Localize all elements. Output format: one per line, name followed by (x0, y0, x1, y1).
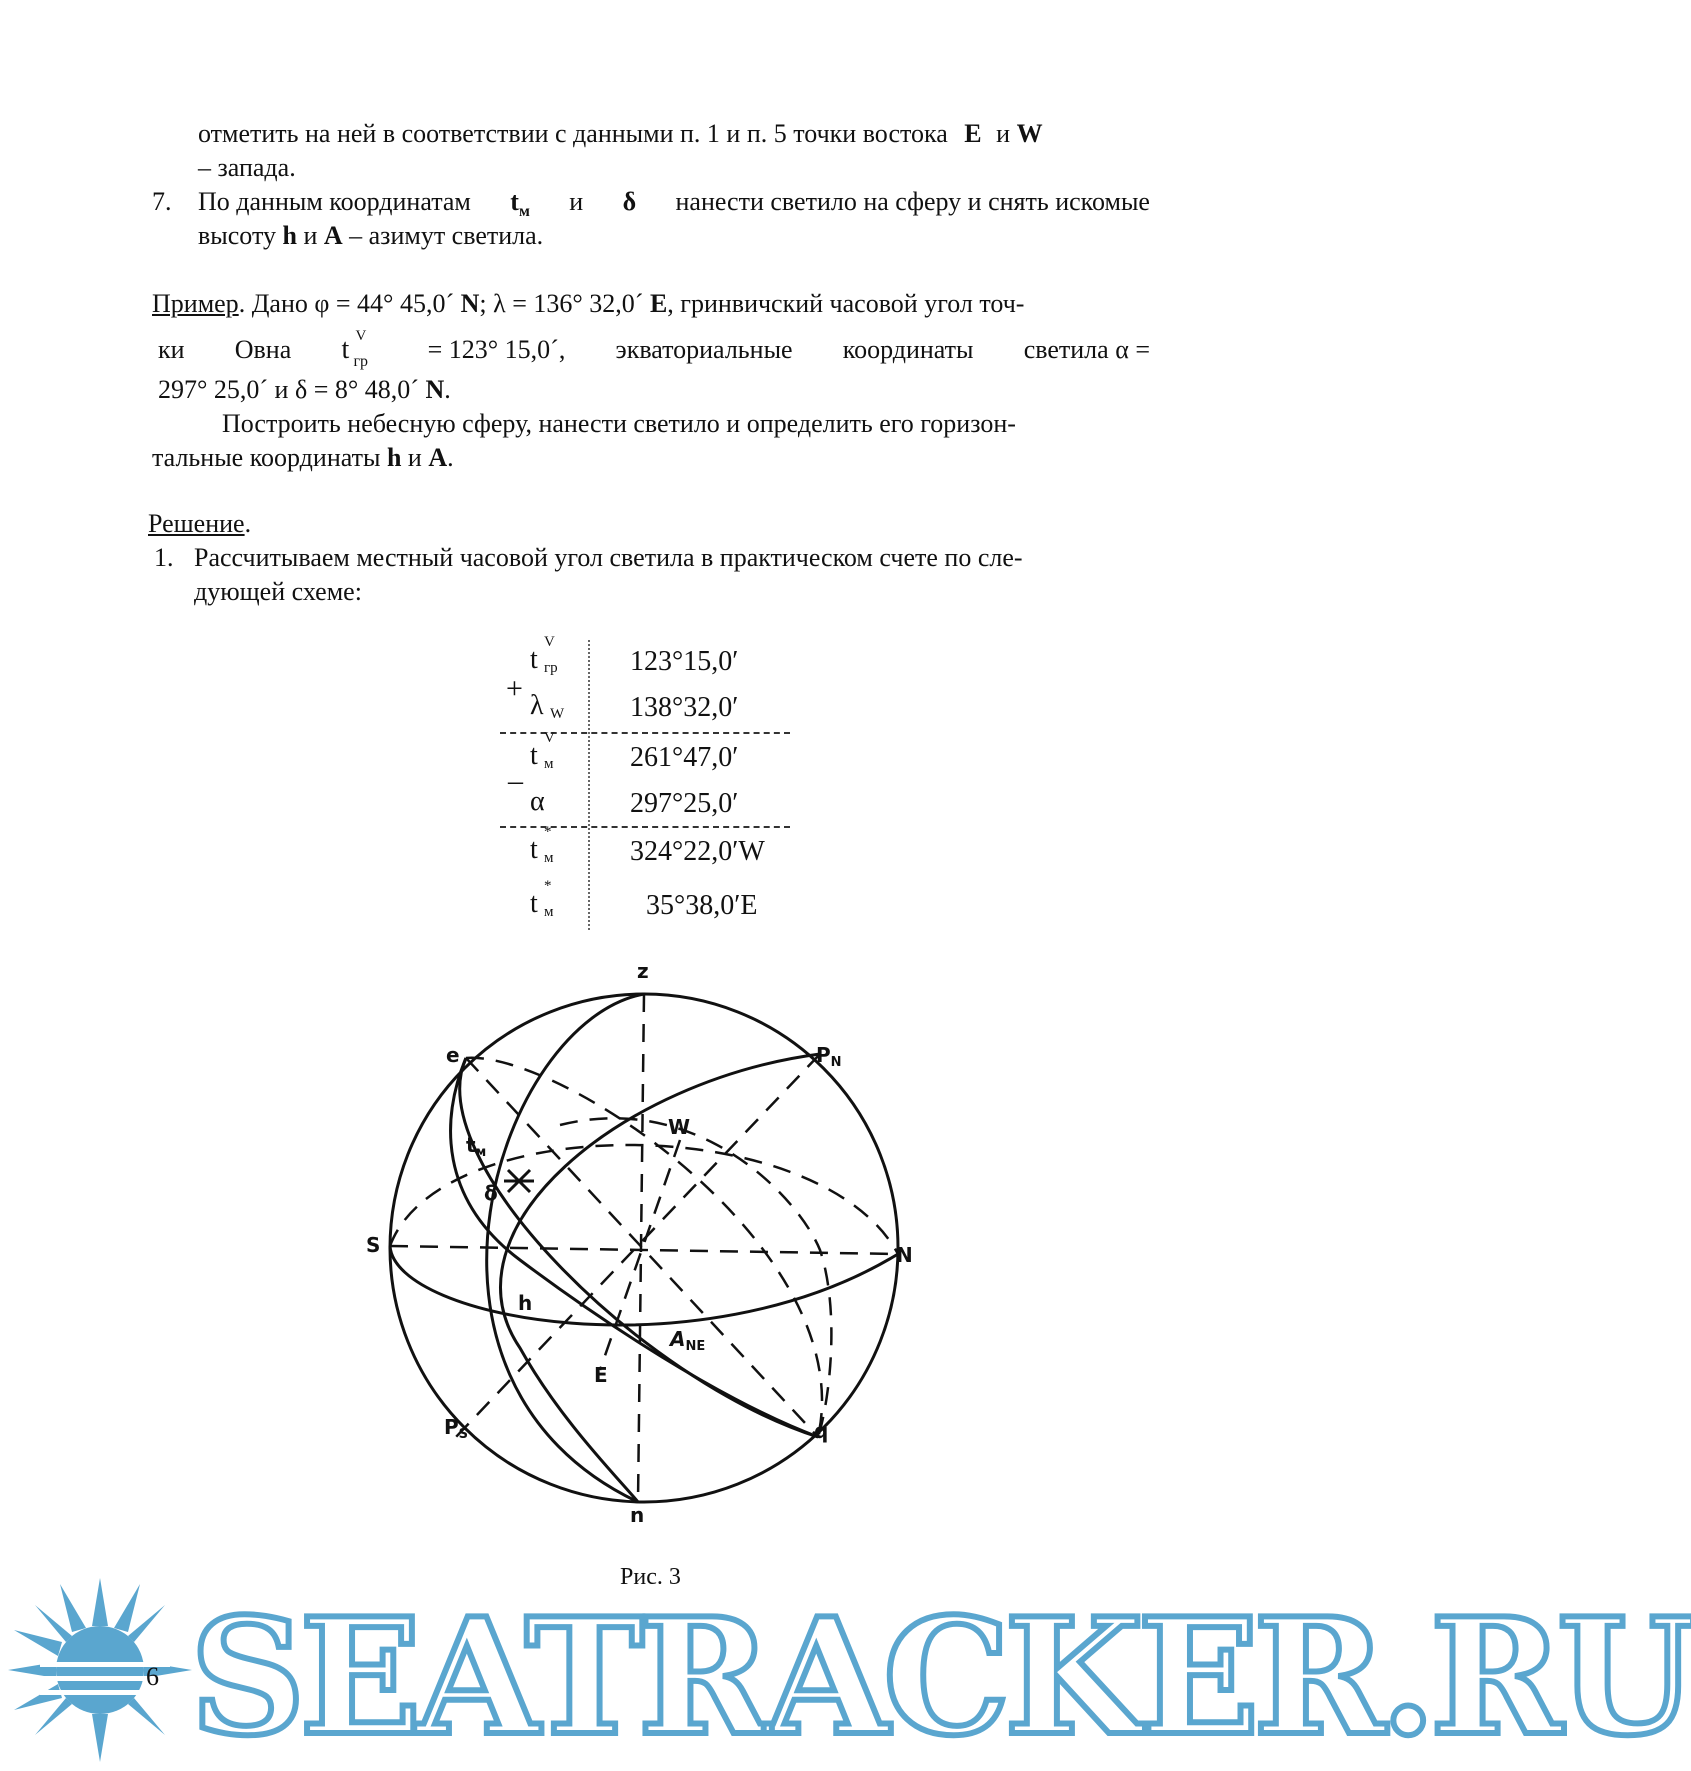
symbol-stack (530, 729, 564, 772)
label-delta: δ (484, 1181, 498, 1205)
symbol-stack (530, 877, 564, 920)
text-fragment: и (996, 119, 1011, 148)
text-fragment: t (530, 887, 538, 919)
calc-value: 35°38,0′E (646, 890, 758, 921)
point-w-bold: W (1016, 119, 1043, 148)
label-e-point: E (594, 1363, 608, 1387)
text-fragment: = 123° 15,0´, (427, 335, 566, 364)
example-line2 (158, 328, 1150, 370)
text-fragment: . (244, 509, 252, 538)
h-symbol: h (282, 221, 297, 250)
symbol-stack (530, 688, 564, 720)
horizon-front (390, 1246, 898, 1325)
t-gr-symbol (341, 328, 377, 370)
figure-caption: Рис. 3 (620, 1564, 681, 1590)
back-meridian (560, 1118, 831, 1437)
text-fragment: * (544, 823, 552, 840)
step1-line1: Рассчитываем местный часовой угол светила в практическом счете по сле- (194, 543, 1023, 572)
text-fragment: гр (353, 353, 368, 370)
text-fragment: t (466, 1133, 476, 1157)
text-fragment: λ (530, 689, 544, 721)
text-fragment: – азимут светила. (349, 221, 544, 250)
text-fragment: N (830, 1055, 842, 1070)
label-e: e (446, 1043, 460, 1067)
solution-heading (148, 508, 251, 540)
text-fragment: гр (544, 659, 558, 676)
text-fragment: высоту (198, 221, 276, 250)
step6-continuation-line2: – запада. (198, 153, 296, 182)
text-fragment: координаты (842, 335, 974, 364)
text-fragment: . Дано φ = 44° 45,0´ (238, 289, 455, 318)
calc-row (500, 823, 800, 876)
calc-row (500, 633, 800, 686)
text-fragment: м (518, 203, 530, 220)
calc-symbol (530, 686, 590, 720)
text-fragment: N (460, 289, 480, 318)
calc-value: 138°32,0′ (630, 692, 739, 723)
step1-line2: дующей схеме: (194, 577, 362, 606)
text-fragment: N (425, 375, 445, 404)
minus-sign: – (508, 764, 523, 797)
text-fragment: и (569, 187, 584, 216)
solution-label: Решение (148, 509, 245, 538)
text-fragment: W (550, 705, 565, 722)
label-h: h (518, 1291, 533, 1315)
label-w: W (668, 1115, 691, 1139)
calc-symbol (530, 782, 590, 816)
label-a (668, 1327, 705, 1354)
text-fragment: экваториальные (615, 335, 793, 364)
text-fragment: м (544, 903, 554, 920)
calc-symbol (530, 729, 590, 772)
example-label: Пример (152, 289, 239, 318)
step6-continuation-line1 (198, 118, 1148, 150)
calc-symbol (530, 877, 590, 920)
symbol-stack (530, 823, 564, 866)
text-fragment: V (355, 328, 367, 344)
text-fragment: По данным координатам (198, 187, 471, 216)
text-fragment: , гринвичский часовой угол точ- (667, 289, 1025, 318)
delta-symbol: δ (622, 187, 637, 216)
text-fragment: V (544, 729, 555, 746)
text-fragment: ки (158, 335, 185, 364)
text-fragment: тальные координаты (152, 443, 381, 472)
text-fragment: P (816, 1043, 831, 1067)
text-fragment: . (447, 443, 454, 472)
text-fragment: отметить на ней в соответствии с данными п. 1 и п. 5 точки востока (198, 119, 948, 148)
plus-sign: + (506, 672, 523, 705)
label-s: S (366, 1233, 381, 1257)
calc-row (500, 686, 800, 732)
text-fragment: ; λ = 136° 32,0´ (479, 289, 644, 318)
text-fragment: и (407, 443, 422, 472)
example-line3 (158, 374, 451, 406)
text-fragment: t (530, 643, 538, 675)
text-fragment: нанести светило на сферу и снять искомые (675, 187, 1150, 216)
text-fragment: A (670, 1327, 686, 1351)
label-n-bottom: n (630, 1503, 645, 1527)
text-fragment: t (510, 187, 519, 216)
text-fragment: 297° 25,0´ и δ = 8° 48,0´ (158, 375, 419, 404)
text-fragment: Овна (234, 335, 292, 364)
text-fragment: * (544, 877, 552, 894)
label-z: z (637, 959, 649, 983)
symbol-stack (530, 784, 564, 816)
text-fragment: м (475, 1145, 487, 1160)
label-tm (466, 1133, 486, 1160)
calc-value: 297°25,0′ (630, 788, 739, 819)
text-fragment: t (341, 334, 350, 365)
label-q: q (814, 1419, 829, 1443)
star-marker (504, 1170, 534, 1192)
calculation-scheme (500, 633, 800, 930)
label-ps (444, 1415, 468, 1442)
text-fragment: h (386, 443, 402, 472)
label-n-right: N (896, 1243, 913, 1267)
step7-line2 (198, 220, 543, 252)
watermark-text: SEATRACKER.RU (190, 1583, 1691, 1771)
text-fragment: . (444, 375, 451, 404)
example-line1 (152, 288, 1024, 320)
text-fragment: P (444, 1415, 459, 1439)
zenith-nadir-axis (638, 994, 644, 1502)
calc-symbol (530, 823, 590, 866)
label-pn (816, 1043, 842, 1070)
tm-symbol (510, 186, 530, 222)
step7-line1 (198, 186, 1150, 222)
calc-row (500, 782, 800, 828)
calc-value: 261°47,0′ (630, 742, 739, 773)
example-line4: Построить небесную сферу, нанести светило и определить его горизон- (222, 409, 1016, 438)
point-e-bold: E (964, 119, 982, 148)
text-fragment: м (544, 849, 554, 866)
text-fragment: A (428, 443, 448, 472)
text-fragment: м (544, 755, 554, 772)
example-line5 (152, 442, 454, 474)
text-fragment: t (530, 739, 538, 771)
text-fragment: t (530, 833, 538, 865)
text-fragment: α (530, 785, 545, 817)
step1-number: 1. (154, 543, 174, 572)
text-fragment: E (649, 289, 668, 318)
symbol-stack (530, 633, 564, 676)
text-fragment: V (544, 633, 555, 650)
text-fragment: светила α = (1023, 335, 1150, 364)
calc-symbol (530, 633, 590, 676)
text-fragment: и (303, 221, 318, 250)
text-fragment: S (458, 1427, 469, 1442)
calc-value: 324°22,0′W (630, 836, 765, 867)
text-fragment: NE (685, 1339, 706, 1354)
calc-row (500, 877, 800, 930)
page-number: 6 (146, 1662, 159, 1691)
step7-number: 7. (152, 187, 172, 216)
calc-row (500, 729, 800, 782)
celestial-sphere-diagram (360, 960, 920, 1540)
calc-value: 123°15,0′ (630, 646, 739, 677)
a-symbol: A (323, 221, 343, 250)
